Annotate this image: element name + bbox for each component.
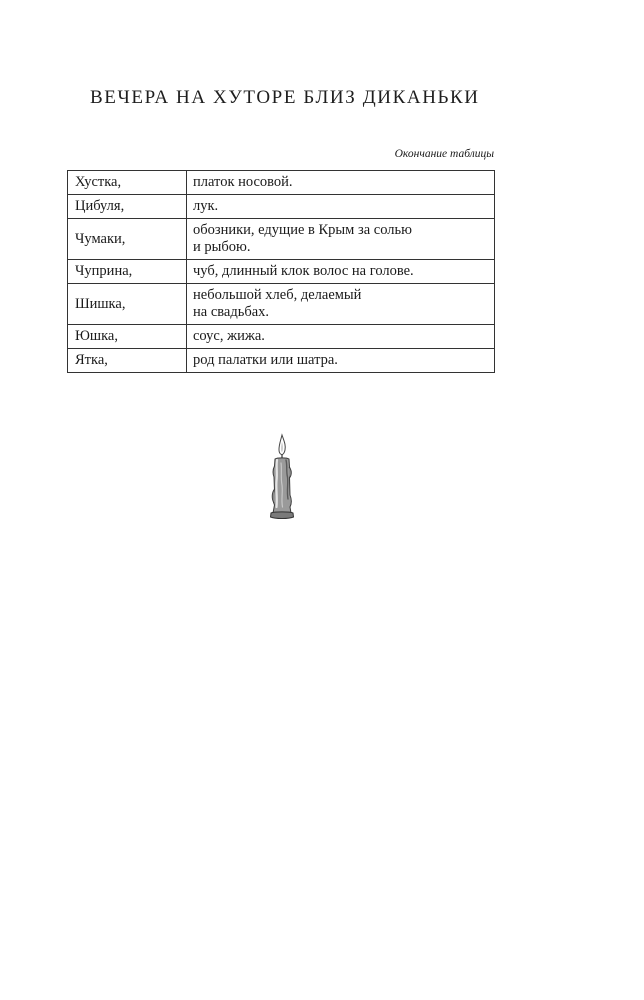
table-row bbox=[68, 325, 495, 349]
definition-text: лук. bbox=[193, 198, 219, 214]
term-cell: Чумаки, bbox=[68, 219, 187, 260]
running-head: ВЕЧЕРА НА ХУТОРЕ БЛИЗ ДИКАНЬКИ bbox=[90, 87, 480, 108]
term-cell: Цибуля, bbox=[68, 195, 187, 219]
table-row bbox=[68, 195, 495, 219]
definition-text: обозники, едущие в Крым за солью и рыбою. bbox=[193, 222, 412, 255]
definition-cell bbox=[187, 219, 495, 260]
term-cell: Шишка, bbox=[68, 284, 187, 325]
table-row bbox=[68, 349, 495, 373]
term-cell: Хустка, bbox=[68, 171, 187, 195]
table-row bbox=[68, 260, 495, 284]
definition-cell bbox=[187, 260, 495, 284]
definition-cell bbox=[187, 325, 495, 349]
term-cell: Чуприна, bbox=[68, 260, 187, 284]
definition-text: соус, жижа. bbox=[193, 328, 265, 344]
glossary-table bbox=[67, 170, 495, 373]
term-cell: Ятка, bbox=[68, 349, 187, 373]
definition-cell bbox=[187, 284, 495, 325]
candle-icon bbox=[262, 433, 302, 521]
definition-cell bbox=[187, 195, 495, 219]
definition-text: чуб, длинный клок волос на голове. bbox=[193, 263, 414, 279]
table-row bbox=[68, 284, 495, 325]
table-continuation-caption: Окончание таблицы bbox=[394, 148, 494, 160]
definition-cell bbox=[187, 349, 495, 373]
definition-cell bbox=[187, 171, 495, 195]
definition-text: род палатки или шатра. bbox=[193, 352, 338, 368]
table-row bbox=[68, 219, 495, 260]
definition-text: платок носовой. bbox=[193, 174, 293, 190]
term-cell: Юшка, bbox=[68, 325, 187, 349]
table-row bbox=[68, 171, 495, 195]
definition-text: небольшой хлеб, делаемый на свадьбах. bbox=[193, 287, 362, 320]
